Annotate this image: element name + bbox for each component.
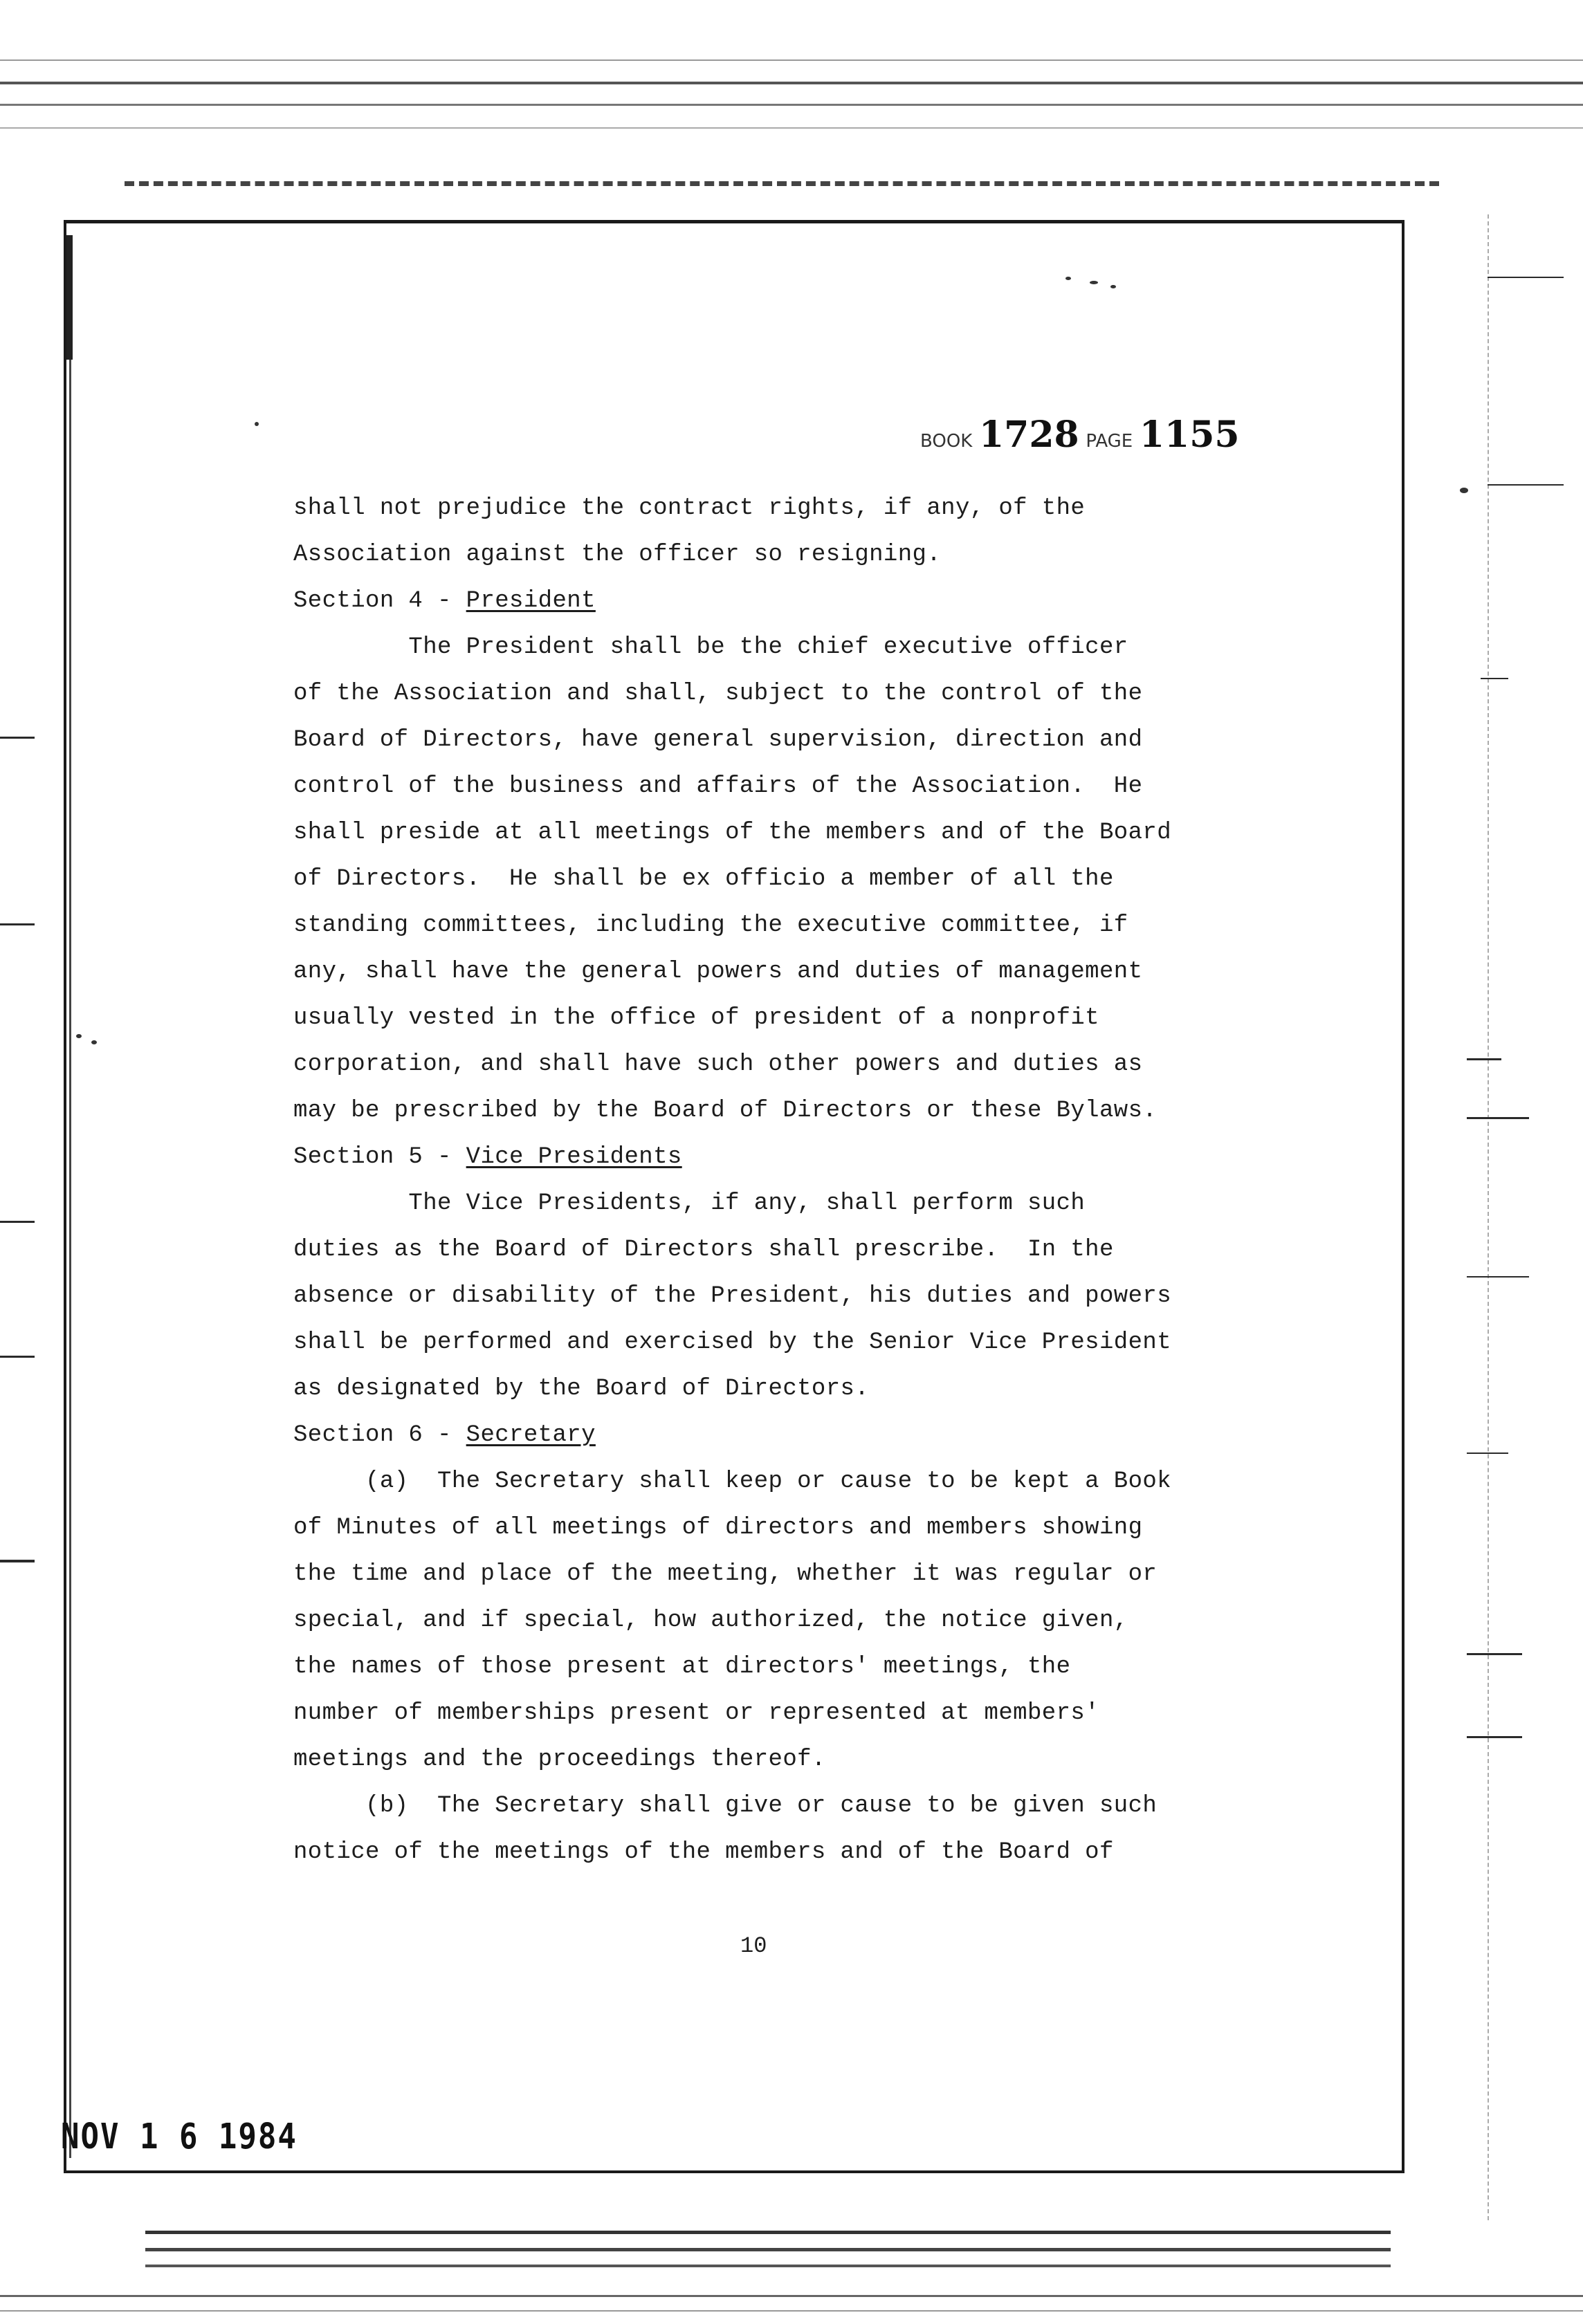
book-number: 1728 <box>978 414 1079 456</box>
scan-artifact-bottom-rule-4 <box>0 2295 1583 2297</box>
scan-artifact-left-mark-3 <box>0 1221 35 1223</box>
scan-artifact-right-mark-8 <box>1467 1653 1522 1655</box>
text-line: Association against the officer so resigning. <box>293 542 942 568</box>
section-title: Vice Presidents <box>466 1144 682 1170</box>
text-line: duties as the Board of Directors shall prescribe. In the <box>293 1237 1114 1263</box>
text-line: The President shall be the chief executive officer <box>293 634 1128 661</box>
ink-speck <box>1090 281 1098 284</box>
text-line: as designated by the Board of Directors. <box>293 1376 870 1402</box>
scan-artifact-right-mark-7 <box>1467 1452 1508 1454</box>
scan-artifact-bottom-rule-1 <box>145 2231 1391 2234</box>
section-title: President <box>466 588 596 614</box>
text-line: meetings and the proceedings thereof. <box>293 1746 826 1773</box>
text-line: corporation, and shall have such other powers and duties as <box>293 1051 1143 1078</box>
scan-artifact-bottom-rule-5 <box>0 2310 1583 2312</box>
page-label: PAGE <box>1086 431 1133 452</box>
ink-speck <box>255 422 259 426</box>
section-heading: Section 4 - President <box>293 588 596 614</box>
text-line: notice of the meetings of the members and of the Board of <box>293 1839 1114 1865</box>
text-line: shall be performed and exercised by the Senior Vice President <box>293 1329 1172 1356</box>
text-line: number of memberships present or represented at members' <box>293 1700 1099 1726</box>
scan-artifact-right-mark-4 <box>1467 1058 1501 1060</box>
scan-artifact-top-rule-4 <box>0 127 1583 129</box>
scan-artifact-left-mark-4 <box>0 1356 35 1358</box>
text-line: standing committees, including the executive committee, if <box>293 912 1128 939</box>
text-line: absence or disability of the President, his duties and powers <box>293 1283 1172 1309</box>
ink-speck <box>1460 488 1468 493</box>
scan-artifact-top-rule-2 <box>0 82 1583 84</box>
section-heading: Section 5 - Vice Presidents <box>293 1144 682 1170</box>
section-heading: Section 6 - Secretary <box>293 1422 596 1448</box>
scan-artifact-bottom-rule-3 <box>145 2265 1391 2267</box>
scan-artifact-top-rule-3 <box>0 104 1583 106</box>
scan-artifact-top-rule-1 <box>0 59 1583 61</box>
filing-date-stamp: NOV 1 6 1984 <box>61 2116 298 2157</box>
stamp-page-number: 1155 <box>1139 414 1240 456</box>
text-line: usually vested in the office of president of a nonprofit <box>293 1005 1099 1031</box>
text-line: any, shall have the general powers and duties of management <box>293 959 1143 985</box>
scan-artifact-right-mark-6 <box>1467 1276 1529 1278</box>
text-line: control of the business and affairs of the Association. He <box>293 773 1143 800</box>
scan-artifact-right-mark-9 <box>1467 1736 1522 1738</box>
ink-speck <box>76 1034 82 1038</box>
ink-speck <box>1110 285 1116 288</box>
text-line: may be prescribed by the Board of Directors or these Bylaws. <box>293 1098 1157 1124</box>
page-number: 10 <box>740 1933 767 1959</box>
text-line: of the Association and shall, subject to the control of the <box>293 681 1143 707</box>
text-line: (b) The Secretary shall give or cause to be given such <box>293 1793 1157 1819</box>
text-line: shall preside at all meetings of the members and of the Board <box>293 820 1172 846</box>
text-line: shall not prejudice the contract rights, if any, of the <box>293 495 1086 522</box>
text-line: of Directors. He shall be ex officio a member of all the <box>293 866 1114 892</box>
book-label: BOOK <box>920 431 973 452</box>
scan-artifact-top-smudge <box>125 181 1439 186</box>
ink-speck <box>91 1040 97 1044</box>
ink-speck <box>1065 277 1071 280</box>
scan-artifact-right-thin <box>1488 214 1489 2220</box>
scan-artifact-bottom-rule-2 <box>145 2248 1391 2251</box>
text-line: Board of Directors, have general supervision, direction and <box>293 727 1143 753</box>
scan-artifact-right-mark-5 <box>1467 1117 1529 1119</box>
text-line: the time and place of the meeting, whether it was regular or <box>293 1561 1157 1587</box>
scan-artifact-right-mark-2 <box>1488 484 1564 486</box>
text-line: The Vice Presidents, if any, shall perform such <box>293 1190 1086 1217</box>
scan-artifact-left-mark-1 <box>0 737 35 739</box>
scan-artifact-left-mark-2 <box>0 923 35 925</box>
recording-stamp <box>920 414 1240 456</box>
scan-artifact-right-mark-3 <box>1481 678 1508 679</box>
section-title: Secretary <box>466 1422 596 1448</box>
text-line: special, and if special, how authorized, the notice given, <box>293 1607 1128 1634</box>
scan-artifact-left-mark-5 <box>0 1560 35 1562</box>
text-line: of Minutes of all meetings of directors and members showing <box>293 1515 1143 1541</box>
text-line: the names of those present at directors' meetings, the <box>293 1654 1071 1680</box>
scan-artifact-right-mark-1 <box>1488 277 1564 278</box>
text-line: (a) The Secretary shall keep or cause to be kept a Book <box>293 1468 1172 1495</box>
